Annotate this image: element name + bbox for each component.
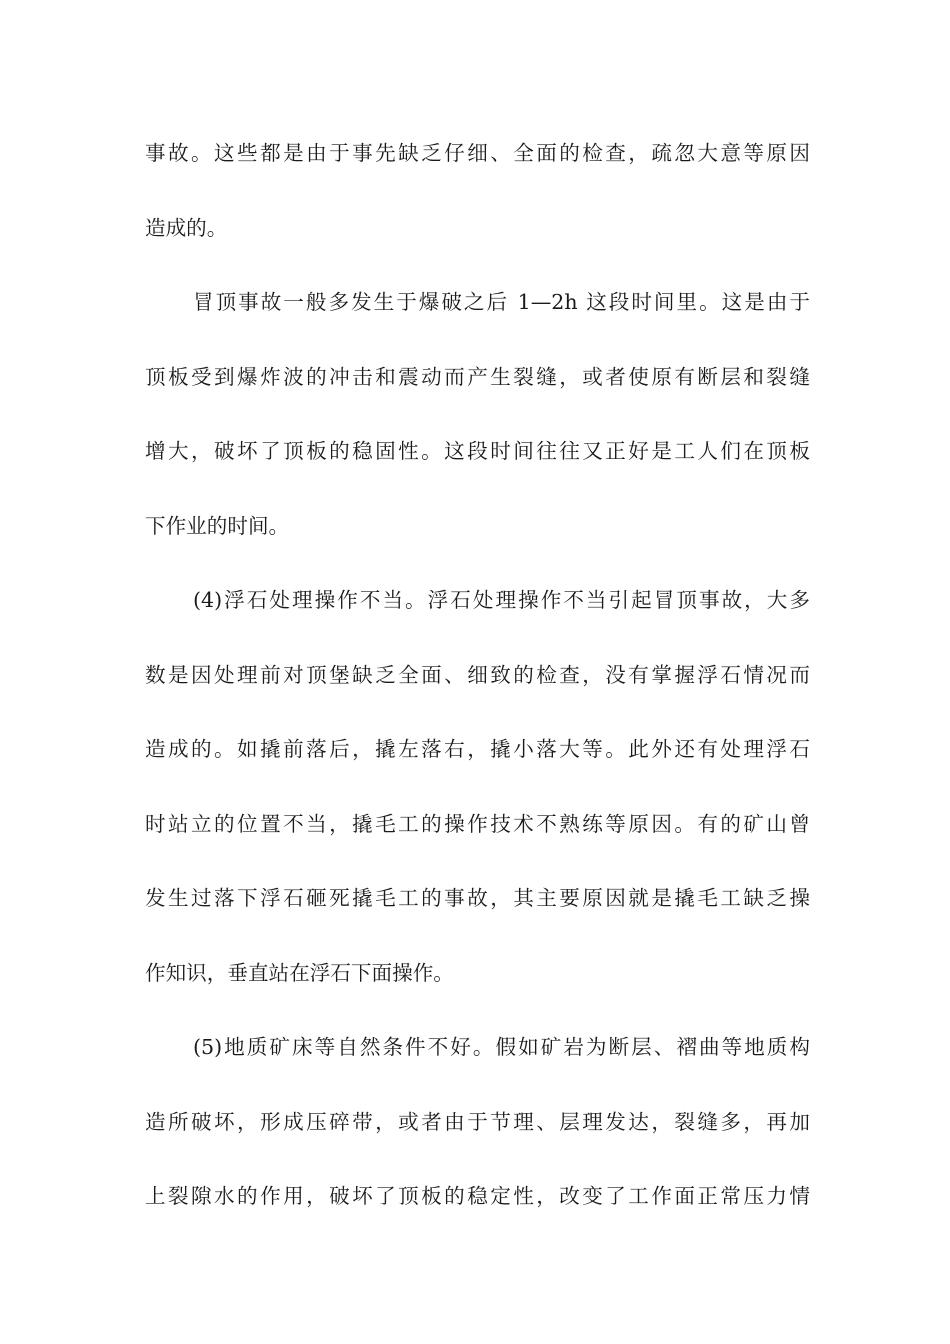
- text-line: 数是因处理前对顶堡缺乏全面、细致的检查，没有掌握浮石情况而: [145, 662, 810, 687]
- paragraph-3: [145, 582, 810, 1029]
- text-line: 造成的。如撬前落后，撬左落右，撬小落大等。此外还有处理浮石: [145, 737, 810, 761]
- paragraph-1: [145, 135, 810, 284]
- text-line: 时站立的位置不当，撬毛工的操作技术不熟练等原因。有的矿山曾: [145, 811, 810, 836]
- text-line: 造成的。: [145, 215, 228, 240]
- text-line: 作知识，垂直站在浮石下面操作。: [145, 960, 454, 985]
- text-line: 上裂隙水的作用，破坏了顶板的稳定性，改变了工作面正常压力情: [145, 1184, 810, 1208]
- text-line: (4)浮石处理操作不当。浮石处理操作不当引起冒顶事故，大多: [193, 588, 810, 612]
- text-line: (5)地质矿床等自然条件不好。假如矿岩为断层、褶曲等地质构: [193, 1035, 810, 1059]
- text-line: 冒顶事故一般多发生于爆破之后 1—2h 这段时间里。这是由于: [193, 290, 810, 314]
- text-line: 增大，破坏了顶板的稳固性。这段时间往往又正好是工人们在顶板: [145, 439, 810, 463]
- text-line: 造所破坏，形成压碎带，或者由于节理、层理发达，裂缝多，再加: [145, 1109, 810, 1134]
- text-line: 事故。这些都是由于事先缺乏仔细、全面的检查，疏忽大意等原因: [145, 141, 810, 165]
- text-line: 顶板受到爆炸波的冲击和震动而产生裂缝，或者使原有断层和裂缝: [145, 364, 810, 389]
- text-line: 发生过落下浮石砸死撬毛工的事故，其主要原因就是撬毛工缺乏操: [145, 886, 810, 910]
- paragraph-2: [145, 284, 810, 582]
- document-body: [145, 135, 810, 1253]
- paragraph-4: [145, 1029, 810, 1253]
- text-line: 下作业的时间。: [145, 513, 290, 538]
